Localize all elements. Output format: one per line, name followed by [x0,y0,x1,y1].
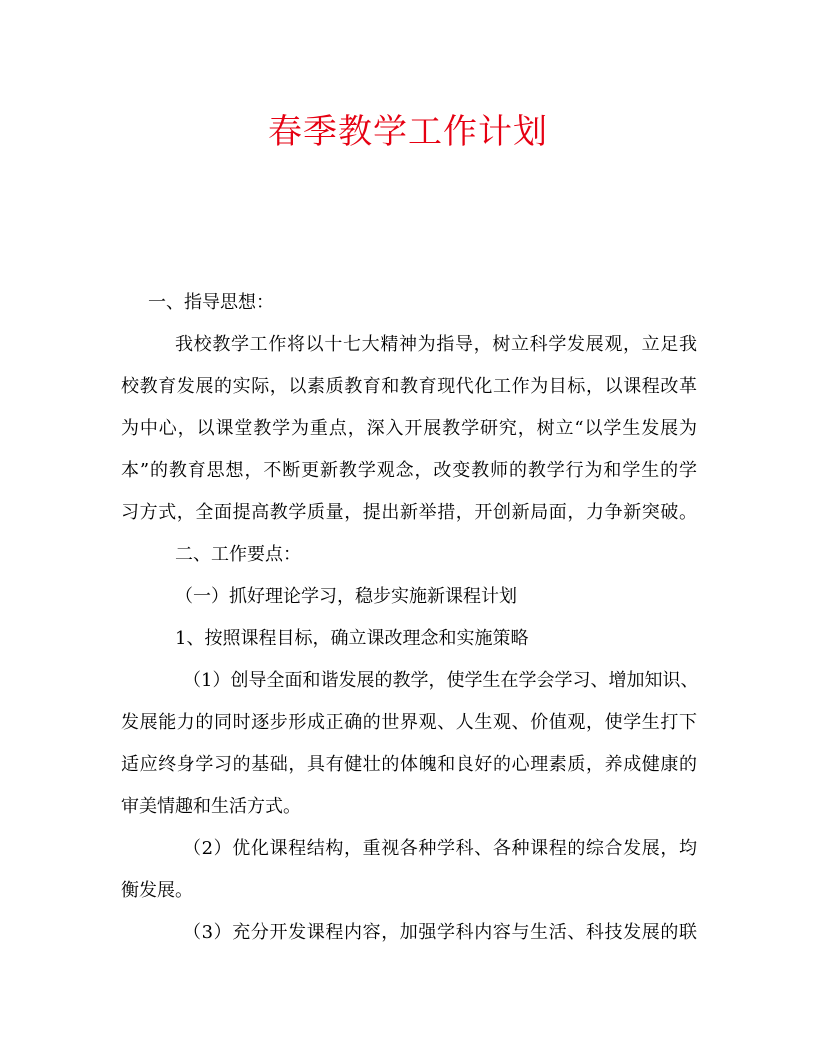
paragraph-line: 审美情趣和生活方式。 [121,796,301,817]
paragraph-line: 为中心，以课堂教学为重点，深入开展教学研究，树立“以学生发展为 [121,418,697,439]
paragraph-line: （3）充分开发课程内容，加强学科内容与生活、科技发展的联 [183,922,697,943]
section-heading: 一、指导思想： [148,292,274,313]
paragraph-line: 本”的教育思想，不断更新教学观念，改变教师的教学行为和学生的学 [121,460,697,481]
item-heading: 1、按照课程目标，确立课改理念和实施策略 [175,628,529,649]
document-title: 春季教学工作计划 [268,112,548,152]
paragraph-line: 适应终身学习的基础，具有健壮的体魄和良好的心理素质，养成健康的 [121,754,697,775]
section-heading: 二、工作要点： [175,544,301,565]
document-body [121,282,697,954]
paragraph-line: 习方式，全面提高教学质量，提出新举措，开创新局面，力争新突破。 [121,502,697,523]
paragraph-line: 校教育发展的实际，以素质教育和教育现代化工作为目标，以课程改革 [121,376,697,397]
paragraph-line: 我校教学工作将以十七大精神为指导，树立科学发展观，立足我 [175,334,697,355]
paragraph-line: 衡发展。 [121,880,193,901]
paragraph-line: （2）优化课程结构，重视各种学科、各种课程的综合发展，均 [183,838,697,859]
subsection-heading: （一）抓好理论学习，稳步实施新课程计划 [175,586,517,607]
paragraph-line: 发展能力的同时逐步形成正确的世界观、人生观、价值观，使学生打下 [121,712,697,733]
paragraph-line: （1）创导全面和谐发展的教学，使学生在学会学习、增加知识、 [183,670,699,691]
